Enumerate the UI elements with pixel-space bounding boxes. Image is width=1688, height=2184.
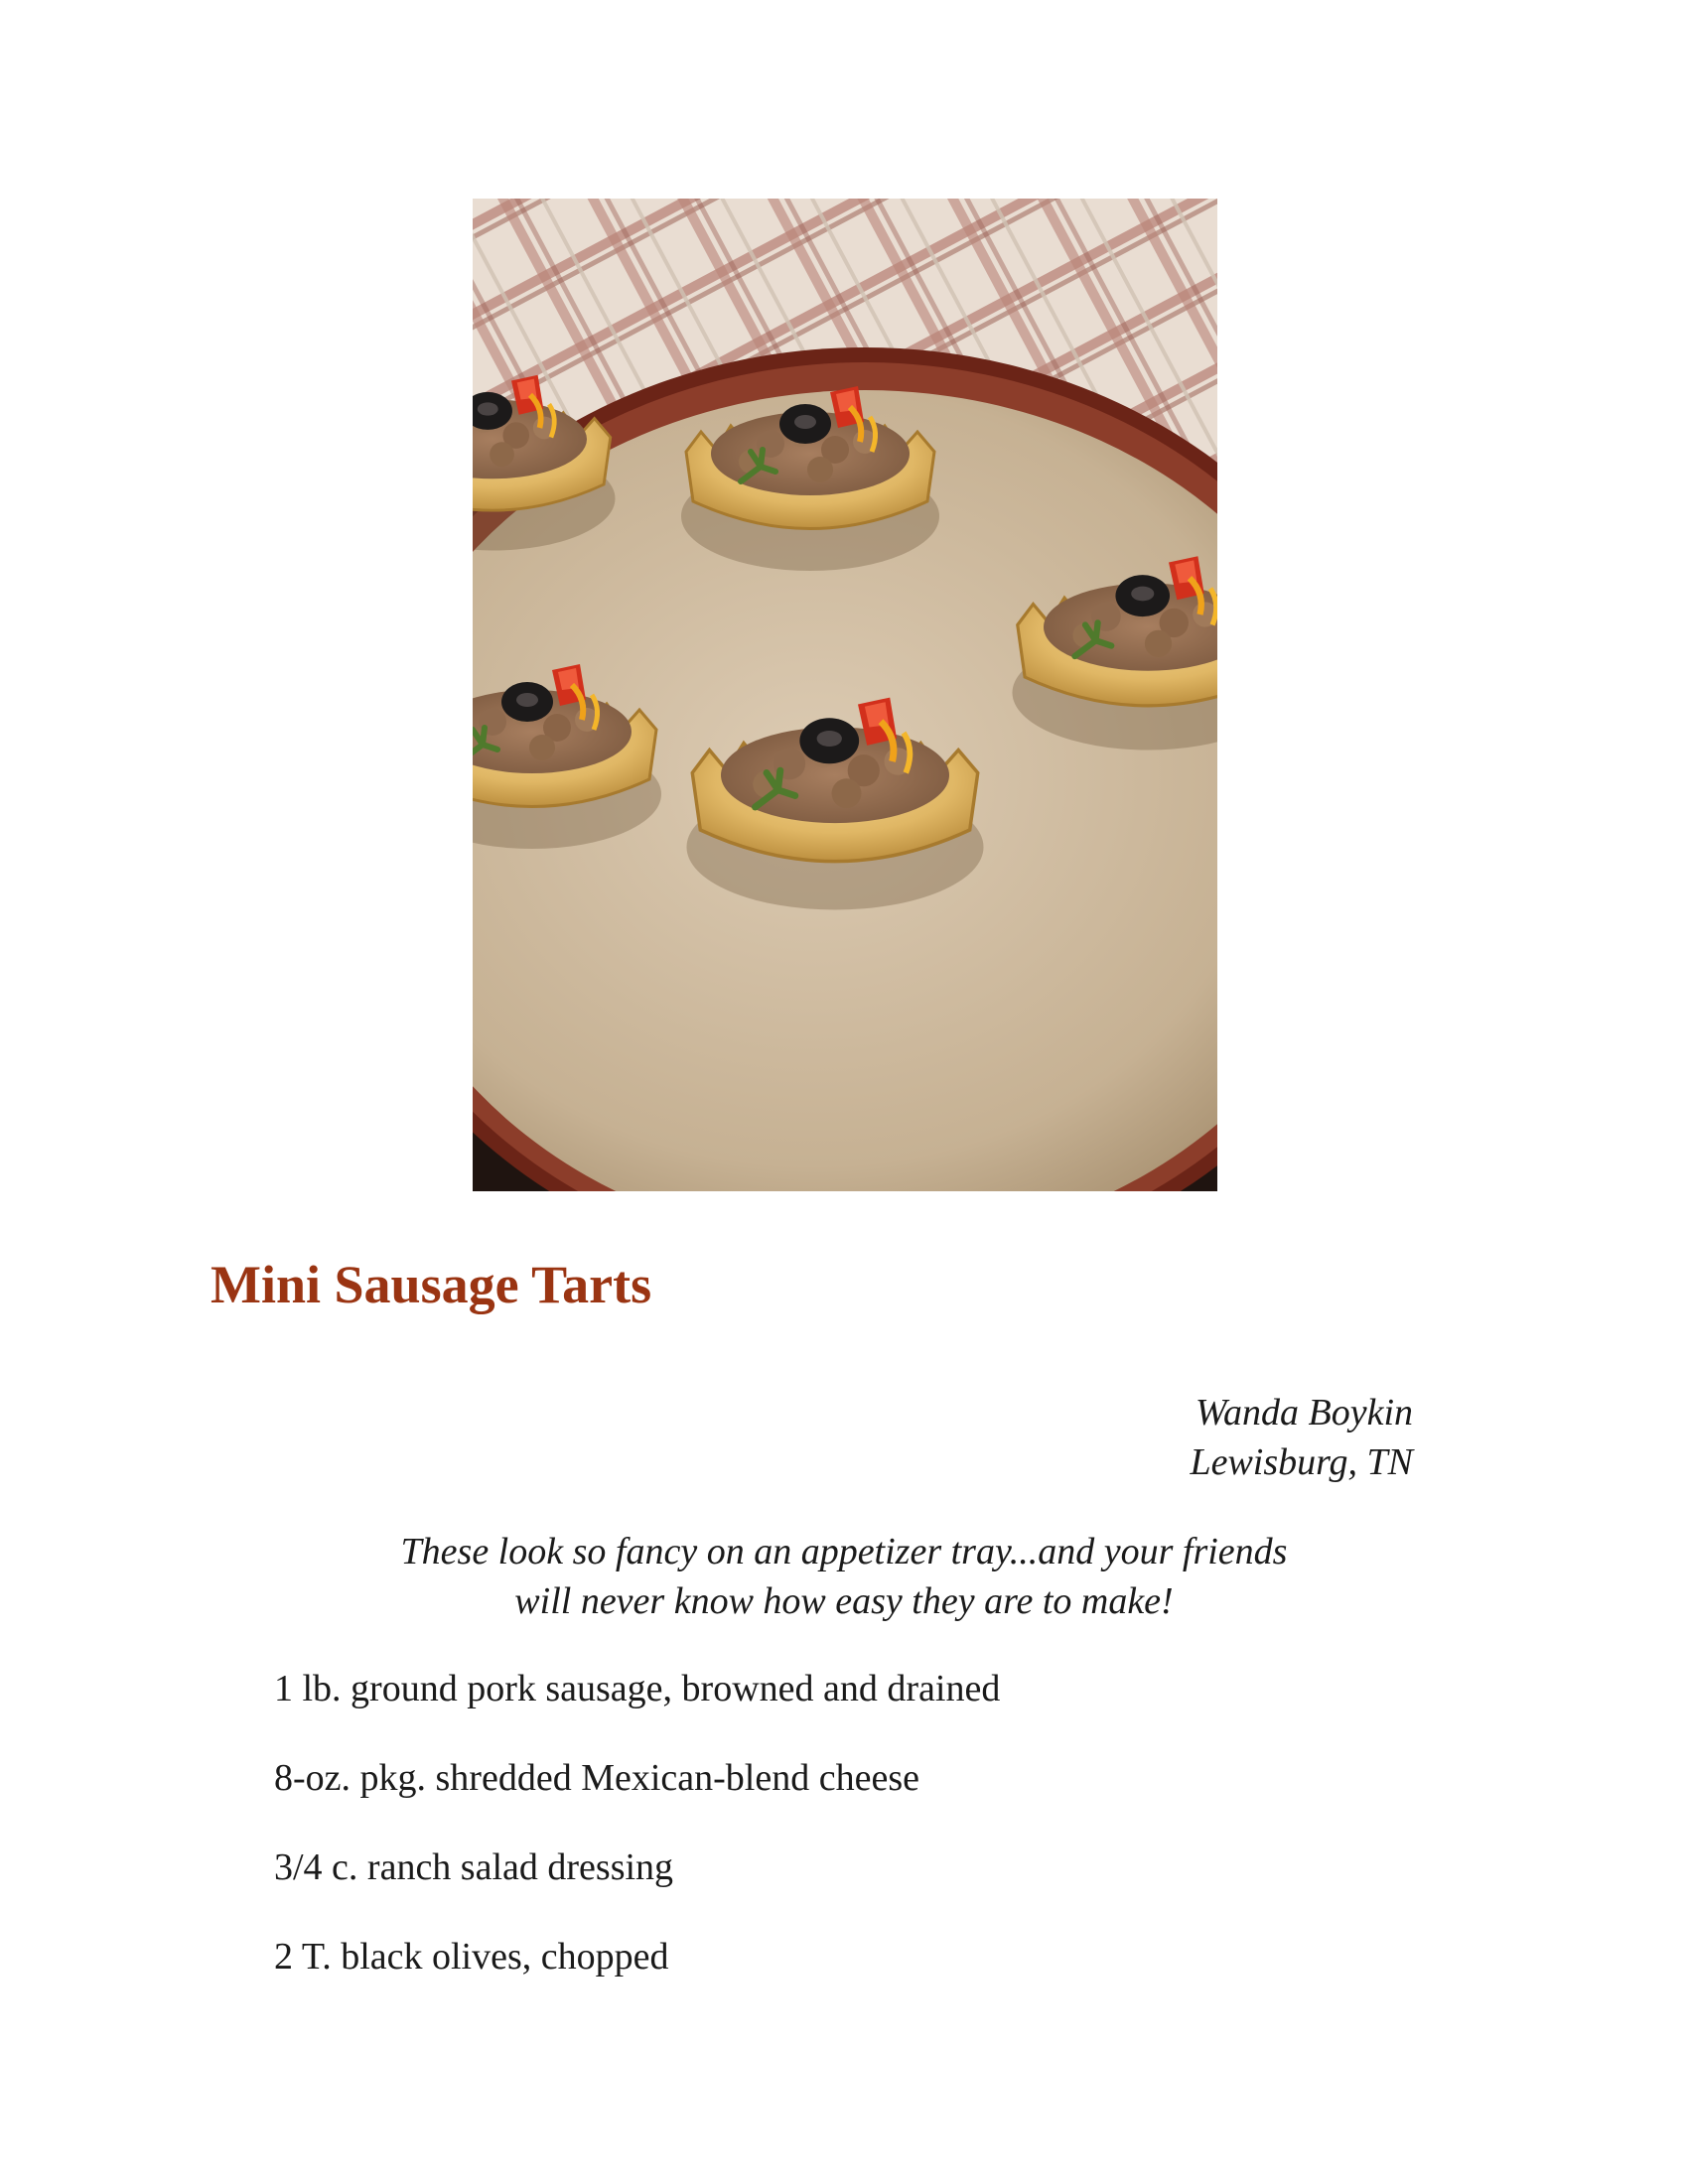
ingredient-list <box>274 1664 1000 2021</box>
intro-line: These look so fancy on an appetizer tray...and your friends <box>400 1531 1288 1572</box>
author-location: Lewisburg, TN <box>1190 1441 1413 1483</box>
ingredient-item: 3/4 c. ranch salad dressing <box>274 1846 674 1888</box>
ingredient-item: 2 T. black olives, chopped <box>274 1936 669 1978</box>
author-name: Wanda Boykin <box>1195 1392 1413 1433</box>
intro-line: will never know how easy they are to make! <box>514 1580 1174 1622</box>
ingredient-item: 8-oz. pkg. shredded Mexican-blend cheese <box>274 1757 919 1799</box>
recipe-photo <box>473 199 1217 1191</box>
recipe-title: Mini Sausage Tarts <box>211 1255 652 1314</box>
recipe-intro <box>0 1527 1688 1626</box>
recipe-byline <box>1190 1388 1413 1487</box>
ingredient-item: 1 lb. ground pork sausage, browned and drained <box>274 1668 1001 1709</box>
